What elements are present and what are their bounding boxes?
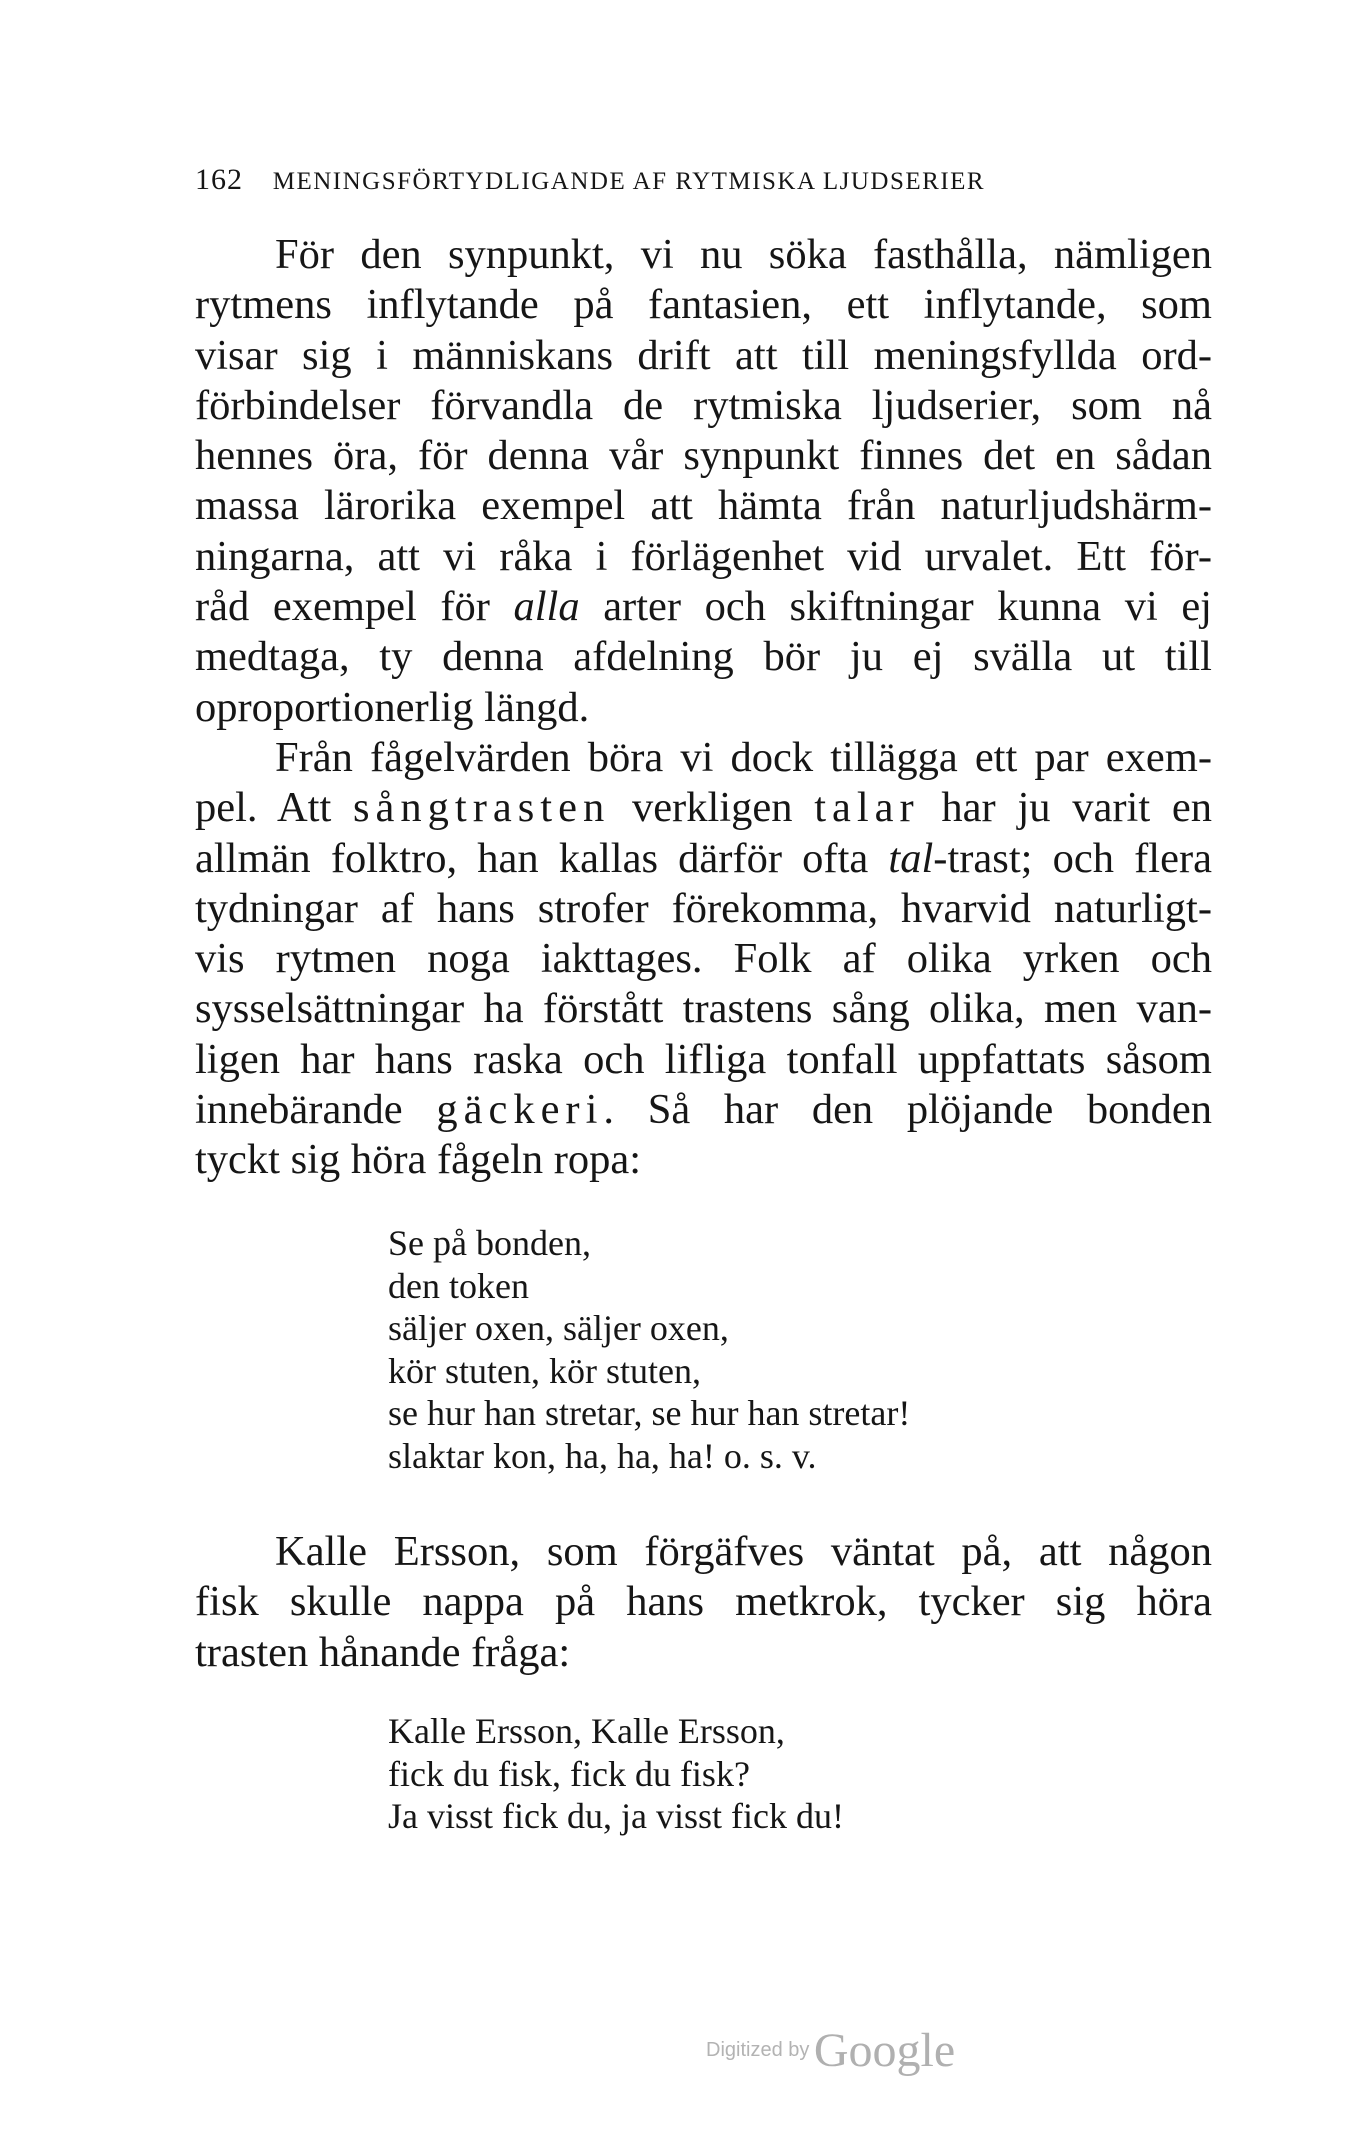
text-line: trasten hånande fråga: bbox=[195, 1628, 571, 1676]
text-line: tyckt sig höra fågeln ropa: bbox=[195, 1136, 642, 1184]
digitized-watermark bbox=[706, 2023, 955, 2078]
text-line: fisk skulle nappa på hans metkrok, tycker sig höra bbox=[195, 1578, 1212, 1626]
google-logo: Google bbox=[813, 2024, 956, 2077]
text-line: vis rytmen noga iakttages. Folk af olika yrken och bbox=[195, 935, 1212, 983]
running-title: MENINGSFÖRTYDLIGANDE AF RYTMISKA LJUDSERIER bbox=[272, 168, 986, 195]
text-line: pel. Att sångtrasten verkligen talar har ju varit en bbox=[195, 784, 1212, 832]
verse-line: Kalle Ersson, Kalle Ersson, bbox=[388, 1711, 785, 1751]
text-line: medtaga, ty denna afdelning bör ju ej svälla ut till bbox=[195, 633, 1212, 681]
paragraph-3 bbox=[195, 1527, 1212, 1678]
text-line: visar sig i människans drift att till meningsfyllda ord- bbox=[195, 331, 1212, 379]
spaced-word: gäckeri bbox=[436, 1086, 604, 1134]
watermark-prefix: Digitized by bbox=[706, 2039, 810, 2061]
text-line: råd exempel för alla arter och skiftningar kunna vi ej bbox=[195, 583, 1212, 631]
verse-line: säljer oxen, säljer oxen, bbox=[388, 1308, 729, 1348]
spaced-word: talar bbox=[814, 784, 920, 832]
verse-line: Ja visst fick du, ja visst fick du! bbox=[388, 1796, 844, 1836]
text-line: tydningar af hans strofer förekomma, hvarvid naturligt- bbox=[195, 884, 1212, 932]
text-line: hennes öra, för denna vår synpunkt finnes det en sådan bbox=[195, 432, 1212, 480]
verse-line: se hur han stretar, se hur han stretar! bbox=[388, 1393, 911, 1433]
text-line: ligen har hans raska och lifliga tonfall uppfattats såsom bbox=[195, 1035, 1212, 1083]
text-line: sysselsättningar ha förstått trastens sång olika, men van- bbox=[195, 985, 1212, 1033]
text-line: allmän folktro, han kallas därför ofta tal-trast; och flera bbox=[195, 834, 1212, 882]
paragraph-2 bbox=[195, 733, 1212, 1186]
main-text bbox=[195, 230, 1212, 1186]
verse-line: kör stuten, kör stuten, bbox=[388, 1350, 701, 1391]
verse-line: slaktar kon, ha, ha, ha! o. s. v. bbox=[388, 1435, 817, 1476]
text-line: innebärande gäckeri. Så har den plöjande bonden bbox=[195, 1086, 1212, 1134]
emphasis: tal bbox=[888, 834, 934, 882]
spaced-word: sångtrasten bbox=[353, 784, 611, 832]
page-header bbox=[195, 163, 1155, 197]
page-number: 162 bbox=[195, 163, 243, 196]
text-line: Kalle Ersson, som förgäfves väntat på, att någon bbox=[275, 1528, 1212, 1575]
verse-line: fick du fisk, fick du fisk? bbox=[388, 1753, 750, 1794]
verse-line: den token bbox=[388, 1265, 529, 1306]
text-line: förbindelser förvandla de rytmiska ljudserier, som nå bbox=[195, 381, 1212, 429]
text-line: oproportionerlig längd. bbox=[195, 683, 590, 731]
text-line: Från fågelvärden böra vi dock tillägga ett par exem- bbox=[275, 733, 1212, 781]
paragraph-1 bbox=[195, 230, 1212, 733]
emphasis: alla bbox=[513, 583, 580, 631]
verse-line: Se på bonden, bbox=[388, 1223, 591, 1263]
verse-2 bbox=[388, 1710, 844, 1838]
verse-1 bbox=[388, 1222, 910, 1477]
text-line: rytmens inflytande på fantasien, ett inflytande, som bbox=[195, 281, 1212, 329]
text-line: massa lärorika exempel att hämta från naturljudshärm- bbox=[195, 482, 1212, 530]
text-line: För den synpunkt, vi nu söka fasthålla, nämligen bbox=[275, 231, 1212, 278]
text-line: ningarna, att vi råka i förlägenhet vid urvalet. Ett för- bbox=[195, 532, 1212, 580]
